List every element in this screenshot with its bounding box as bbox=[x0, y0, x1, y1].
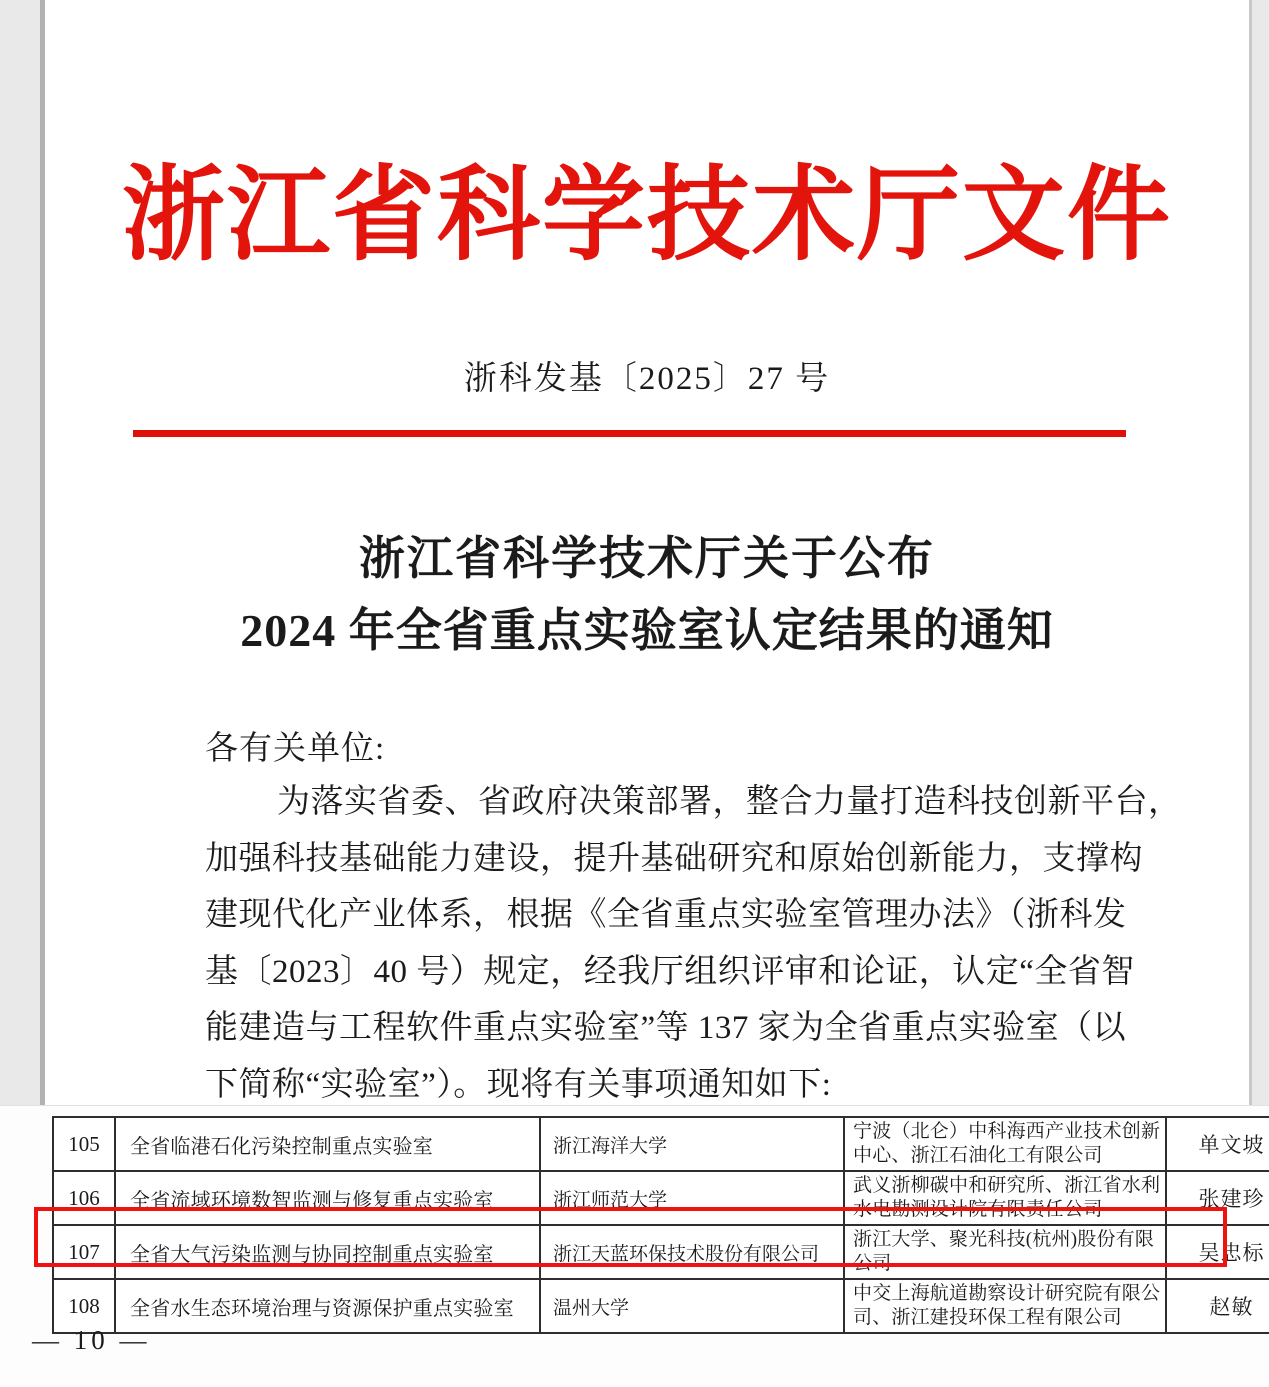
document-number: 浙科发基〔2025〕27 号 bbox=[463, 361, 831, 397]
partner-org-cell: 中交上海航道勘察设计研究院有限公司、浙江建投环保工程有限公司 bbox=[844, 1279, 1166, 1333]
body-line: 能建造与工程软件重点实验室”等 137 家为全省重点实验室（以 bbox=[205, 1010, 1127, 1046]
host-org-cell: 浙江天蓝环保技术股份有限公司 bbox=[540, 1225, 844, 1279]
notice-title-line2: 2024 年全省重点实验室认定结果的通知 bbox=[240, 605, 1054, 656]
body-line: 基〔2023〕40 号）规定，经我厅组织评审和论证，认定“全省智 bbox=[205, 953, 1135, 990]
body-line: 建现代化产业体系，根据《全省重点实验室管理办法》（浙科发 bbox=[205, 897, 1127, 933]
row-number-cell: 107 bbox=[53, 1225, 115, 1279]
partner-org-cell: 浙江大学、聚光科技(杭州)股份有限公司 bbox=[844, 1225, 1166, 1279]
director-cell: 赵敏 bbox=[1166, 1279, 1269, 1333]
host-org-cell: 浙江海洋大学 bbox=[540, 1117, 844, 1171]
partner-org-cell: 宁波（北仑）中科海西产业技术创新中心、浙江石油化工有限公司 bbox=[844, 1117, 1166, 1171]
director-cell: 吴忠标 bbox=[1166, 1225, 1269, 1279]
lab-name-cell: 全省流域环境数智监测与修复重点实验室 bbox=[115, 1171, 540, 1225]
lab-name-cell: 全省临港石化污染控制重点实验室 bbox=[115, 1117, 540, 1171]
notice-title-line1: 浙江省科学技术厅关于公布 bbox=[359, 533, 935, 584]
partner-org-cell: 武义浙柳碳中和研究所、浙江省水利水电勘测设计院有限责任公司 bbox=[844, 1171, 1166, 1225]
letter-page bbox=[40, 0, 1252, 1108]
host-org-cell: 温州大学 bbox=[540, 1279, 844, 1333]
body-line: 加强科技基础能力建设，提升基础研究和原始创新能力，支撑构 bbox=[205, 840, 1143, 877]
row-number-cell: 108 bbox=[53, 1279, 115, 1333]
host-org-cell: 浙江师范大学 bbox=[540, 1171, 844, 1225]
table-row bbox=[53, 1279, 1269, 1333]
lab-name-cell: 全省水生态环境治理与资源保护重点实验室 bbox=[115, 1279, 540, 1333]
director-cell: 单文坡 bbox=[1166, 1117, 1269, 1171]
row-number-cell: 106 bbox=[53, 1171, 115, 1225]
page-number: — 10 — bbox=[32, 1325, 151, 1355]
body-line: 为落实省委、省政府决策部署，整合力量打造科技创新平台， bbox=[277, 784, 1182, 820]
row-number-cell: 105 bbox=[53, 1117, 115, 1171]
table-row bbox=[53, 1171, 1269, 1225]
lab-name-cell: 全省大气污染监测与协同控制重点实验室 bbox=[115, 1225, 540, 1279]
table-row bbox=[53, 1117, 1269, 1171]
document-header-title: 浙江省科学技术厅文件 bbox=[122, 159, 1172, 273]
salutation: 各有关单位: bbox=[205, 731, 386, 767]
director-cell: 张建珍 bbox=[1166, 1171, 1269, 1225]
lab-list-table-section bbox=[0, 1105, 1269, 1387]
body-line: 下简称“实验室”）。现将有关事项通知如下: bbox=[205, 1066, 832, 1103]
body-paragraph bbox=[205, 774, 1182, 1113]
key-lab-result-table bbox=[52, 1116, 1269, 1334]
red-divider-rule bbox=[133, 430, 1126, 437]
table-row-highlighted bbox=[53, 1225, 1269, 1279]
